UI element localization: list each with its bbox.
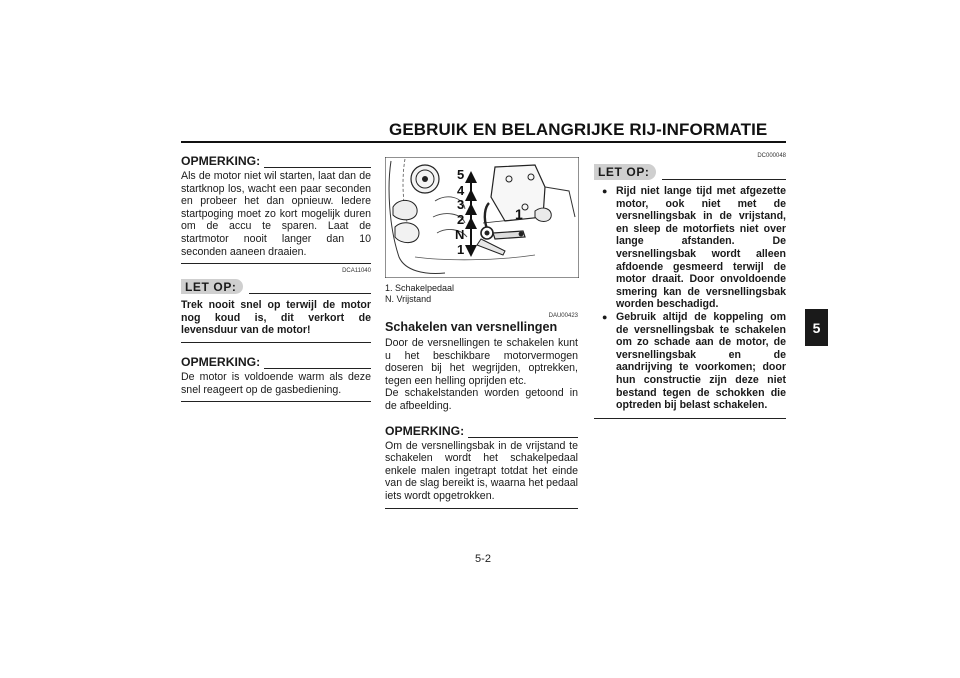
reference-code: DC000048	[757, 153, 786, 159]
page-number: 5-2	[475, 553, 491, 565]
gear-label-n: N	[455, 227, 465, 242]
caution-text: Trek nooit snel op terwijl de motor nog koud is, dit verkort de levensduur van de motor!	[181, 299, 371, 337]
note-title: OPMERKING:	[181, 355, 261, 370]
reference-code: DAU00423	[548, 313, 578, 319]
note-end-rule	[181, 401, 371, 402]
note-text: De motor is voldoende warm als deze snel reageert op de gasbediening.	[181, 370, 371, 396]
gear-label-5: 5	[457, 167, 465, 182]
note-title: OPMERKING:	[181, 154, 261, 169]
paragraph: Door de versnellingen te schakelen kunt u het beschikbare motorvermogen doseren bij het wegrijden, optrekken, tegen een helling oprijden etc.	[385, 337, 578, 387]
middle-column	[385, 283, 578, 509]
bullet-icon: ●	[602, 186, 608, 196]
note-text: Om de versnellingsbak in de vrijstand te schakelen wordt het schakelpedaal enkele malen ingetrapt totdat het einde van de slag bereikt is, waarna het pedaal iets wordt opgetrokken.	[385, 439, 578, 502]
right-column	[594, 152, 786, 419]
header-rule	[181, 141, 786, 143]
list-item-text: Rijd niet lange tijd met afgezette motor, ook niet met de versnellingsbak in de vrijstand, en sleep de motorfiets niet over lange afstanden. De versnellingsbak wordt alleen afdoende gesmeerd terwijl de motor draait. Door onvoldoende smering kan de versnellingsbak worden beschadigd.	[616, 185, 786, 311]
gear-label-1: 1	[457, 242, 465, 257]
note-text: Als de motor niet wil starten, laat dan de startknop los, wacht een paar seconden en probeer het dan opnieuw. Iedere startpoging moet zo kort mogelijk duren om de accu te sparen. Laat de startmotor nooit langer dan 10 seconden aaneen draaien.	[181, 170, 371, 258]
gear-label-2: 2	[457, 212, 465, 227]
caution-end-rule	[181, 342, 371, 343]
note-end-rule	[181, 263, 371, 264]
page-title: GEBRUIK EN BELANGRIJKE RIJ-INFORMATIE	[389, 120, 768, 139]
gear-label-4: 4	[457, 183, 465, 198]
caution-label: LET OP:	[594, 164, 656, 180]
caution-heading	[594, 160, 786, 180]
left-column	[181, 152, 371, 402]
engine-drawing	[385, 157, 579, 278]
caution-end-rule	[594, 418, 786, 419]
list-item	[594, 311, 786, 412]
note-title: OPMERKING:	[385, 423, 465, 438]
shift-pedal-illustration	[385, 157, 579, 278]
caution-list	[594, 185, 786, 412]
callout-1: 1	[515, 206, 523, 222]
list-item	[594, 185, 786, 311]
note-end-rule	[385, 508, 578, 509]
note-heading	[181, 353, 371, 369]
figure-caption	[385, 283, 578, 304]
caption-line: N. Vrijstand	[385, 293, 432, 304]
note-heading	[181, 152, 371, 168]
reference-code: DCA11040	[342, 268, 371, 275]
caution-heading	[181, 274, 371, 294]
note-heading	[385, 422, 578, 438]
gear-label-3: 3	[457, 197, 465, 212]
bullet-icon: ●	[602, 311, 608, 322]
list-item-text: Gebruik altijd de koppeling om de versnellingsbak te schakelen om zo schade aan de motor, de versnellingsbak en de aandrijving te voorkomen; door hun constructie zijn deze niet bestand tegen de schokken die optreden bij belast schakelen.	[616, 310, 786, 412]
caution-label: LET OP:	[181, 279, 243, 295]
paragraph: De schakelstanden worden getoond in de afbeelding.	[385, 387, 578, 412]
section-title: Schakelen van versnellingen	[385, 320, 558, 334]
caption-line: 1. Schakelpedaal	[385, 283, 455, 293]
chapter-tab[interactable]: 5	[805, 309, 828, 346]
